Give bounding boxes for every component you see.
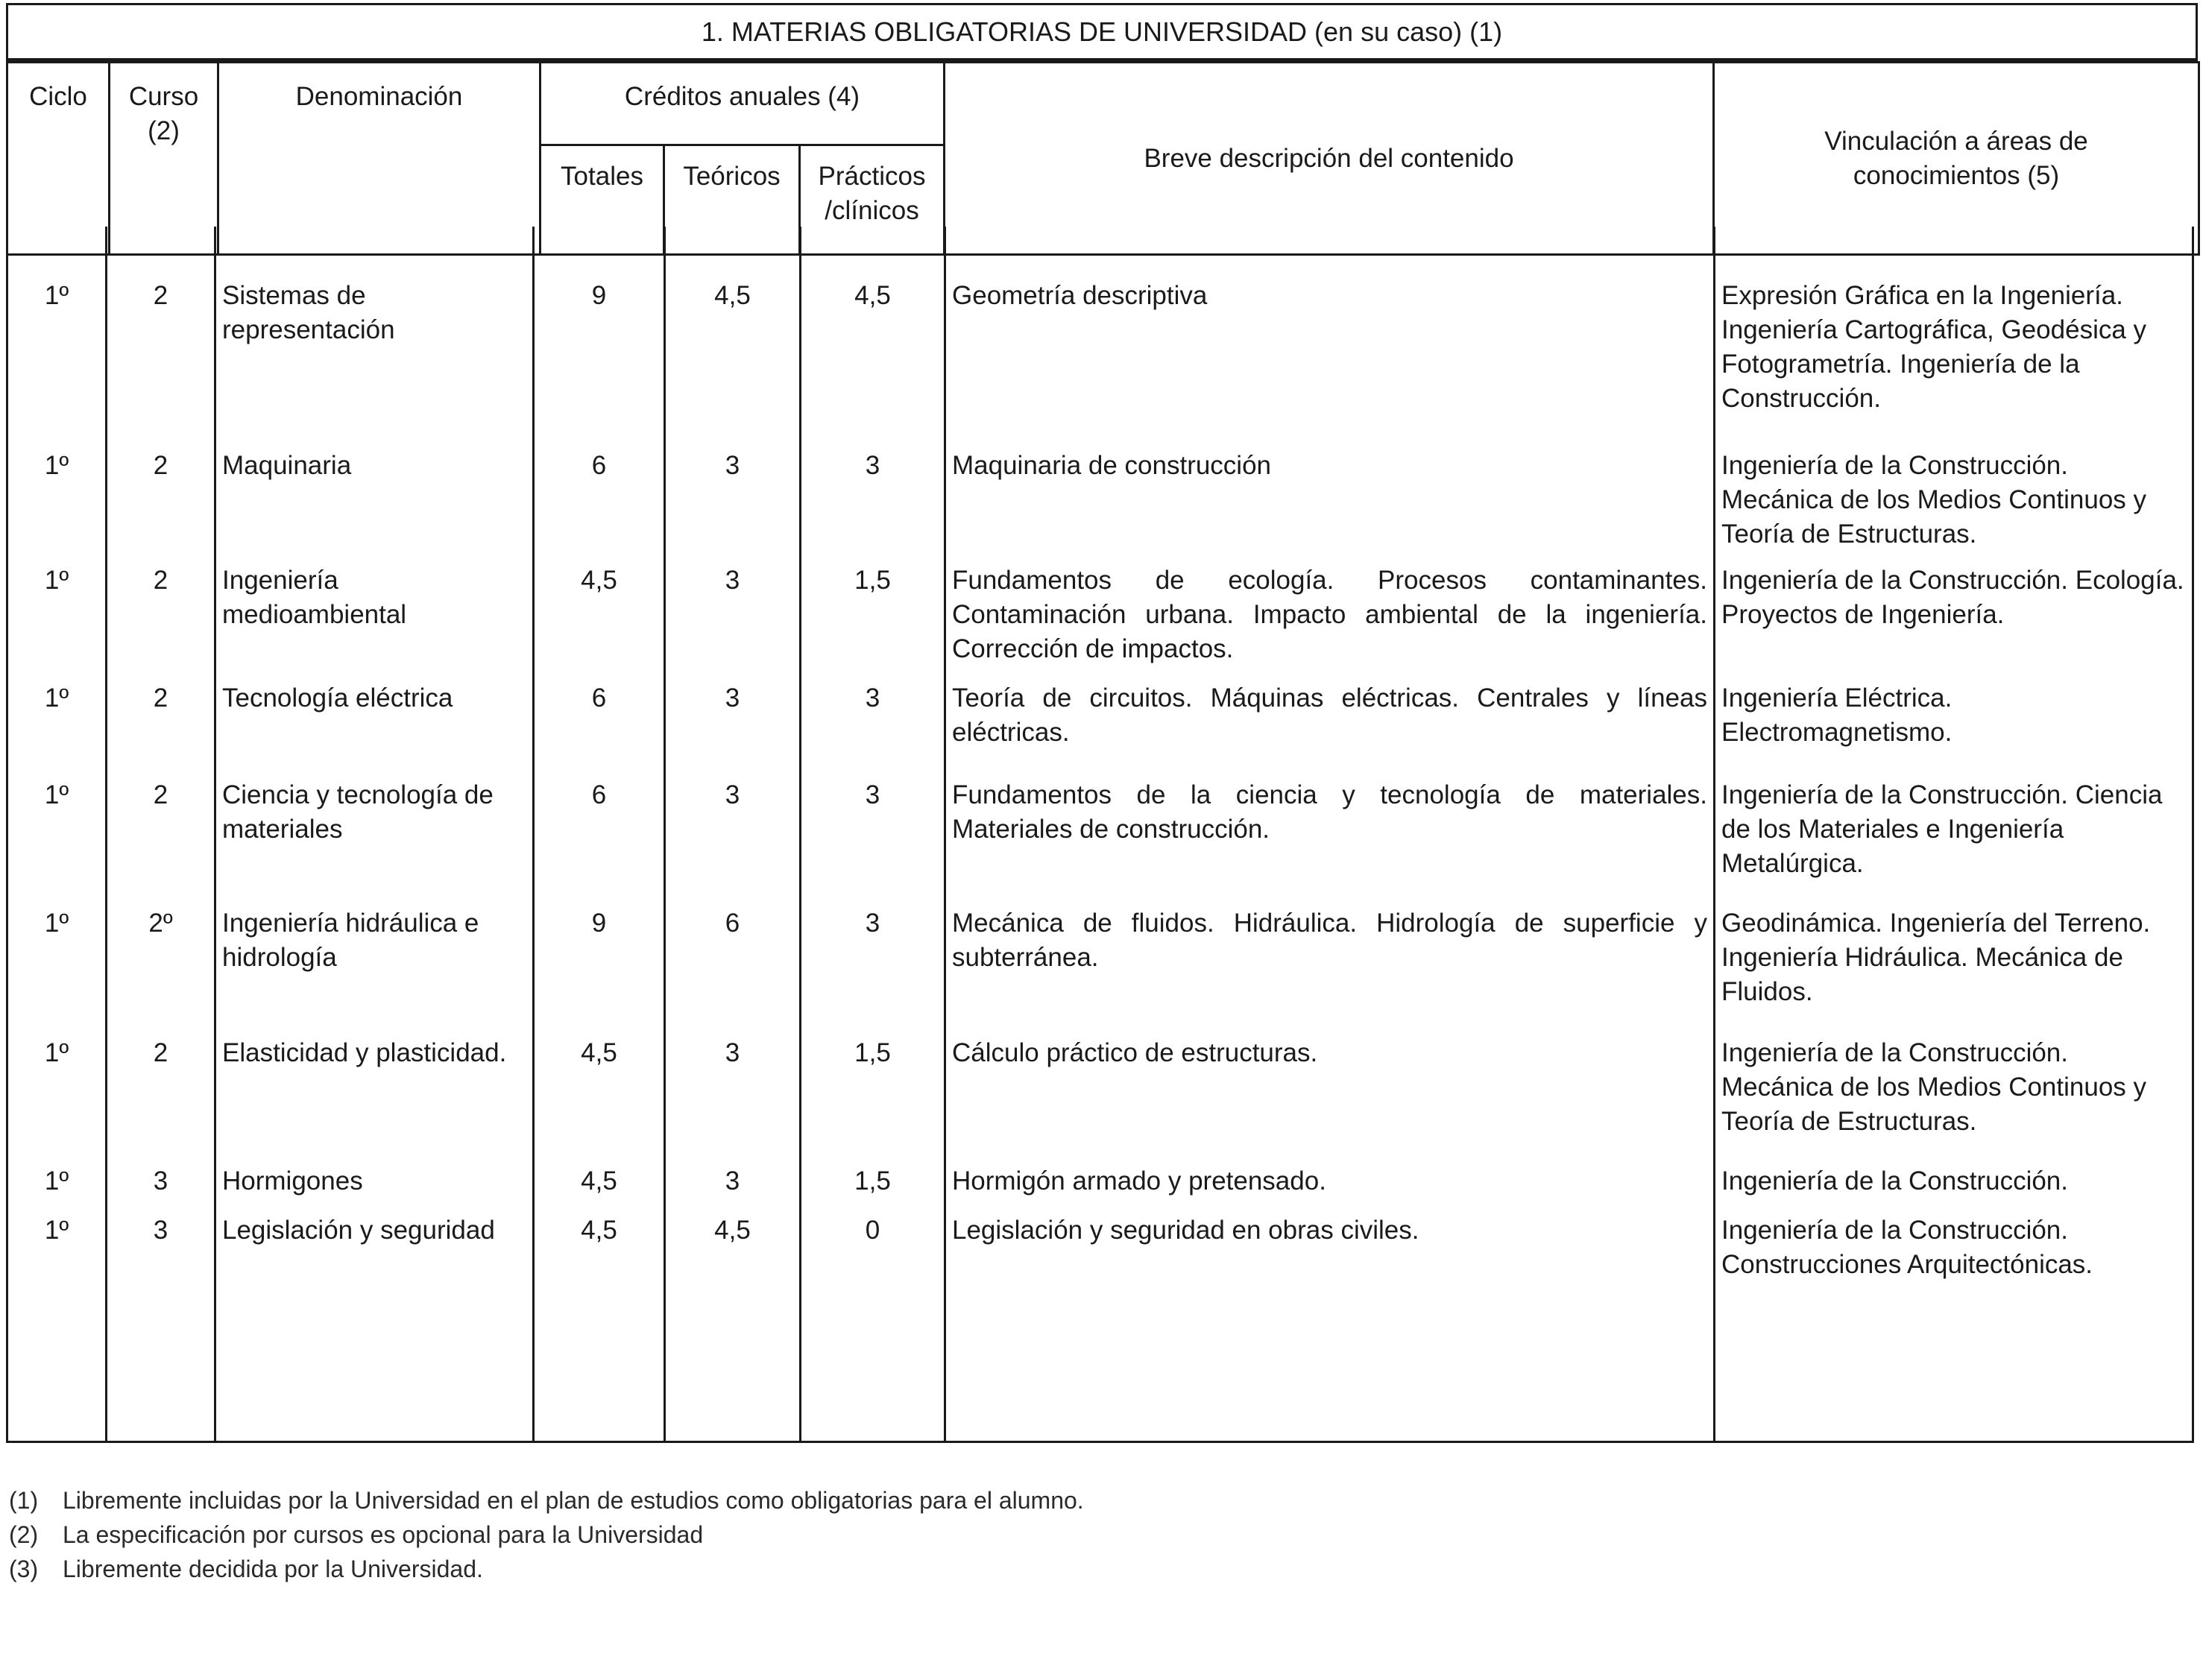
cell-descripcion: Fundamentos de la ciencia y tecnología de materiales. Materiales de construcción. [945, 750, 1715, 881]
header-descripcion: Breve descripción del contenido [945, 63, 1714, 255]
table-row [7, 416, 2193, 552]
cell-descripcion: Mecánica de fluidos. Hidráulica. Hidrología de superficie y subterránea. [945, 881, 1715, 1009]
footnote [9, 1518, 1084, 1552]
cell-practicos: 4,5 [801, 227, 945, 416]
cell-practicos: 1,5 [801, 552, 945, 666]
cell-vinculacion: Ingeniería de la Construcción. Construcciones Arquitectónicas. [1715, 1199, 2193, 1282]
cell-curso: 2 [107, 1009, 215, 1139]
footnote-text: La especificación por cursos es opcional para la Universidad [63, 1521, 704, 1548]
footnote-number: (3) [9, 1556, 39, 1582]
cell-vinculacion: Ingeniería de la Construcción. [1715, 1139, 2193, 1199]
cell-curso: 2º [107, 881, 215, 1009]
cell-ciclo: 1º [7, 750, 107, 881]
footnote-number: (1) [9, 1487, 39, 1514]
cell-practicos: 3 [801, 416, 945, 552]
cell-descripcion: Geometría descriptiva [945, 227, 1715, 416]
header-practicos: Prácticos /clínicos [800, 145, 945, 255]
table-row [7, 666, 2193, 750]
cell-vinculacion: Ingeniería de la Construcción. Mecánica de los Medios Continuos y Teoría de Estructuras. [1715, 416, 2193, 552]
header-ciclo: Ciclo [7, 63, 110, 255]
cell-practicos: 0 [801, 1199, 945, 1282]
empty-cell [1715, 1282, 2193, 1442]
cell-curso: 3 [107, 1199, 215, 1282]
cell-teoricos: 3 [665, 1009, 801, 1139]
empty-cell [665, 1282, 801, 1442]
cell-teoricos: 3 [665, 552, 801, 666]
cell-totales: 4,5 [534, 1139, 665, 1199]
footnote [9, 1483, 1084, 1518]
cell-totales: 4,5 [534, 1199, 665, 1282]
cell-teoricos: 6 [665, 881, 801, 1009]
table-row [7, 1009, 2193, 1139]
cell-descripcion: Fundamentos de ecología. Procesos contaminantes. Contaminación urbana. Impacto ambiental de la ingeniería. Corrección de impactos. [945, 552, 1715, 666]
cell-denominacion: Maquinaria [215, 416, 534, 552]
cell-curso: 2 [107, 227, 215, 416]
header-totales: Totales [540, 145, 664, 255]
cell-vinculacion: Expresión Gráfica en la Ingeniería. Ingeniería Cartográfica, Geodésica y Fotogrametría. Ingeniería de la Construcción. [1715, 227, 2193, 416]
footnotes [9, 1483, 1084, 1586]
cell-denominacion: Tecnología eléctrica [215, 666, 534, 750]
footnote-text: Libremente decidida por la Universidad. [63, 1556, 483, 1582]
cell-curso: 2 [107, 750, 215, 881]
table-row [7, 881, 2193, 1009]
cell-denominacion: Legislación y seguridad [215, 1199, 534, 1282]
cell-descripcion: Legislación y seguridad en obras civiles. [945, 1199, 1715, 1282]
cell-practicos: 3 [801, 881, 945, 1009]
cell-denominacion: Ciencia y tecnología de materiales [215, 750, 534, 881]
cell-ciclo: 1º [7, 227, 107, 416]
cell-curso: 2 [107, 666, 215, 750]
cell-teoricos: 3 [665, 750, 801, 881]
header-vinculacion: Vinculación a áreas de conocimientos (5) [1714, 63, 2199, 255]
cell-ciclo: 1º [7, 1199, 107, 1282]
cell-ciclo: 1º [7, 1139, 107, 1199]
cell-denominacion: Sistemas de representación [215, 227, 534, 416]
table-row [7, 750, 2193, 881]
empty-cell [945, 1282, 1715, 1442]
cell-ciclo: 1º [7, 552, 107, 666]
cell-curso: 2 [107, 416, 215, 552]
cell-teoricos: 4,5 [665, 227, 801, 416]
cell-totales: 6 [534, 750, 665, 881]
header-creditos: Créditos anuales (4) [540, 63, 945, 145]
cell-ciclo: 1º [7, 666, 107, 750]
cell-descripcion: Cálculo práctico de estructuras. [945, 1009, 1715, 1139]
empty-cell [107, 1282, 215, 1442]
cell-vinculacion: Geodinámica. Ingeniería del Terreno. Ingeniería Hidráulica. Mecánica de Fluidos. [1715, 881, 2193, 1009]
table-row [7, 552, 2193, 666]
cell-teoricos: 3 [665, 666, 801, 750]
cell-practicos: 3 [801, 666, 945, 750]
cell-vinculacion: Ingeniería de la Construcción. Mecánica de los Medios Continuos y Teoría de Estructuras. [1715, 1009, 2193, 1139]
empty-cell [534, 1282, 665, 1442]
cell-totales: 9 [534, 227, 665, 416]
cell-teoricos: 4,5 [665, 1199, 801, 1282]
cell-totales: 4,5 [534, 552, 665, 666]
empty-cell [801, 1282, 945, 1442]
cell-curso: 3 [107, 1139, 215, 1199]
cell-totales: 6 [534, 666, 665, 750]
cell-vinculacion: Ingeniería de la Construcción. Ecología. Proyectos de Ingeniería. [1715, 552, 2193, 666]
table-row [7, 1139, 2193, 1199]
cell-totales: 4,5 [534, 1009, 665, 1139]
cell-descripcion: Maquinaria de construcción [945, 416, 1715, 552]
cell-teoricos: 3 [665, 1139, 801, 1199]
cell-ciclo: 1º [7, 881, 107, 1009]
cell-totales: 9 [534, 881, 665, 1009]
cell-ciclo: 1º [7, 1009, 107, 1139]
subjects-table [6, 227, 2194, 1443]
cell-denominacion: Hormigones [215, 1139, 534, 1199]
table-title: 1. MATERIAS OBLIGATORIAS DE UNIVERSIDAD (en su caso) (1) [6, 3, 2198, 61]
header-denominacion: Denominación [218, 63, 540, 255]
table-filler-row [7, 1282, 2193, 1442]
cell-denominacion: Ingeniería hidráulica e hidrología [215, 881, 534, 1009]
cell-teoricos: 3 [665, 416, 801, 552]
cell-practicos: 3 [801, 750, 945, 881]
cell-vinculacion: Ingeniería Eléctrica. Electromagnetismo. [1715, 666, 2193, 750]
empty-cell [215, 1282, 534, 1442]
footnote [9, 1552, 1084, 1586]
cell-practicos: 1,5 [801, 1139, 945, 1199]
cell-totales: 6 [534, 416, 665, 552]
cell-descripcion: Hormigón armado y pretensado. [945, 1139, 1715, 1199]
footnote-text: Libremente incluidas por la Universidad en el plan de estudios como obligatorias para el alumno. [63, 1487, 1084, 1514]
cell-denominacion: Ingeniería medioambiental [215, 552, 534, 666]
cell-descripcion: Teoría de circuitos. Máquinas eléctricas. Centrales y líneas eléctricas. [945, 666, 1715, 750]
header-curso: Curso (2) [110, 63, 218, 255]
header-teoricos: Teóricos [664, 145, 800, 255]
table-row [7, 227, 2193, 416]
cell-practicos: 1,5 [801, 1009, 945, 1139]
cell-vinculacion: Ingeniería de la Construcción. Ciencia de los Materiales e Ingeniería Metalúrgica. [1715, 750, 2193, 881]
cell-ciclo: 1º [7, 416, 107, 552]
table-row [7, 1199, 2193, 1282]
cell-curso: 2 [107, 552, 215, 666]
cell-denominacion: Elasticidad y plasticidad. [215, 1009, 534, 1139]
empty-cell [7, 1282, 107, 1442]
footnote-number: (2) [9, 1521, 39, 1548]
